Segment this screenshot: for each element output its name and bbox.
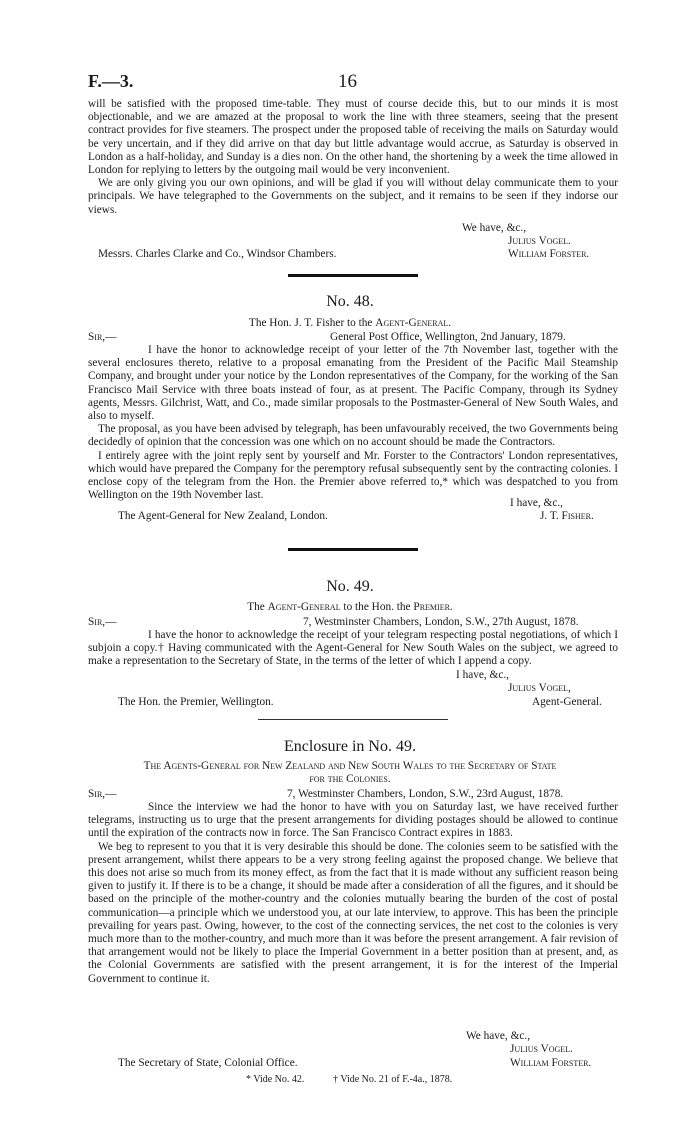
paragraph: Since the interview we had the honor to have with you on Saturday last, we have received further telegrams, instructing us to urge that the present arrangements for dividing postages should be allowed to continue until the expiration of the contracts now in force. The San Francisco Contract expires in 1883. [88, 801, 618, 840]
paragraph: We beg to represent to you that it is very desirable this should be done. The colonies seem to be satisfied with the present arrangement, whilst there appears to be a very strong feeling against the proposed change. We believe that this does not arise so much from its money effect, as from the fact that it is made without any sufficient reason being given to justify it. If there is to be a change, it should be made after a consideration of all the figures, and it should be based on the principle of the mother-country and the colonies mutually bearing the burden of the cost of postal communication—a principle which we understood you, at our late interview, to approve. This has been the principle prevailing for years past. Owing, however, to the cost of the connecting services, the net cost to the colonies is very much more than to the mother-country, and much more than it was before the present arrangement. A fair revision of that arrangement would not be likely to place the Imperial Government in a better position than at present, and, as the Colonial Governments are satisfied with the present arrangement, it is for the interest of the Imperial Government to continue it. [88, 840, 618, 985]
section-title: No. 48. [326, 293, 374, 310]
paragraph: We are only giving you our own opinions, and will be glad if you will without delay communicate them to your principals. We have telegraphed to the Governments on the subject, and it remains to be seen if they indorse our views. [88, 177, 618, 216]
signature-title: Agent-General. [532, 696, 602, 708]
section-divider [288, 548, 418, 551]
section-title: Enclosure in No. 49. [284, 738, 416, 755]
signature: Julius Vogel. [508, 235, 571, 247]
closing: We have, &c., [466, 1030, 531, 1042]
paragraph: will be satisfied with the proposed time-table. They must of course decide this, but to our minds it is most objectionable, and we are amazed at the proposal to work the line with three steamers, seeing that the present contract provides for five steamers. The prospect under the proposed table of receiving the mails on Saturday would be very uncertain, and if they did arrive on that day but little advantage would accrue, as Saturday is observed in London as a half-holiday, and Sunday is a dies non. On the other hand, the shortening by a week the time allowed in London for replying to letters by the outgoing mail would be very inconvenient. [88, 98, 618, 177]
salutation: Sir,— [88, 616, 117, 628]
footnote: * Vide No. 42. [246, 1074, 305, 1085]
addressee: The Hon. the Premier, Wellington. [118, 696, 274, 708]
page-number: 16 [338, 71, 357, 92]
closing: I have, &c., [456, 669, 510, 681]
letter-address: 7, Westminster Chambers, London, S.W., 23rd August, 1878. [287, 788, 564, 800]
letter-body [88, 629, 618, 669]
section-subtitle: The Hon. J. T. Fisher to the Agent-General. [248, 317, 452, 329]
letter-body [88, 344, 618, 502]
addressee: Messrs. Charles Clarke and Co., Windsor Chambers. [98, 248, 337, 260]
footnote: † Vide No. 21 of F.-4a., 1878. [333, 1074, 453, 1085]
document-reference: F.—3. [88, 71, 134, 91]
salutation: Sir,— [88, 788, 117, 800]
closing: We have, &c., [462, 222, 527, 234]
section-divider [258, 719, 448, 720]
section-subtitle: for the Colonies. [309, 773, 391, 785]
section-title: No. 49. [326, 578, 374, 595]
section-divider [288, 274, 418, 277]
signature: J. T. Fisher. [540, 510, 594, 522]
addressee: The Agent-General for New Zealand, London. [118, 510, 328, 522]
signature: William Forster. [508, 248, 590, 260]
signature: Julius Vogel. [510, 1043, 573, 1055]
letter-continuation [88, 98, 618, 217]
signature: Julius Vogel, [508, 682, 571, 694]
signature: William Forster. [510, 1057, 592, 1069]
salutation: Sir,— [88, 331, 117, 343]
addressee: The Secretary of State, Colonial Office. [118, 1057, 298, 1069]
letter-address: 7, Westminster Chambers, London, S.W., 27th August, 1878. [303, 616, 579, 628]
section-subtitle: The Agents-General for New Zealand and New South Wales to the Secretary of State [143, 760, 557, 772]
letter-address: General Post Office, Wellington, 2nd January, 1879. [330, 331, 566, 343]
closing: I have, &c., [510, 497, 564, 509]
paragraph: The proposal, as you have been advised by telegraph, has been unfavourably received, the two Governments being decidedly of opinion that the concession was one which on no account should be made the Contractors. [88, 423, 618, 449]
paragraph: I have the honor to acknowledge receipt of your letter of the 7th November last, together with the several enclosures thereto, relative to a proposal emanating from the President of the Pacific Mail Steamship Company, and brought under your notice by the London representatives of the Company, for the working of the San Francisco Mail Service with three boats instead of four, as at present. The Pacific Company, through its Sydney agents, Messrs. Gilchrist, Watt, and Co., made similar proposals to the Postmaster-General of New South Wales, and also to myself. [88, 344, 618, 423]
section-subtitle: The Agent-General to the Hon. the Premier. [247, 601, 453, 613]
letter-body [88, 801, 618, 986]
paragraph: I entirely agree with the joint reply sent by yourself and Mr. Forster to the Contractors' London representatives, which would have prepared the Company for the peremptory refusal subsequently sent by the contracting colonies. I enclose copy of the telegram from the Hon. the Premier above referred to,* which was despatched to you from Wellington on the 19th November last. [88, 449, 618, 502]
paragraph: I have the honor to acknowledge the receipt of your telegram respecting postal negotiations, of which I subjoin a copy.† Having communicated with the Agent-General for New South Wales on the subject, we agreed to make a representation to the Secretary of State, in the terms of the letter of which I append a copy. [88, 629, 618, 668]
